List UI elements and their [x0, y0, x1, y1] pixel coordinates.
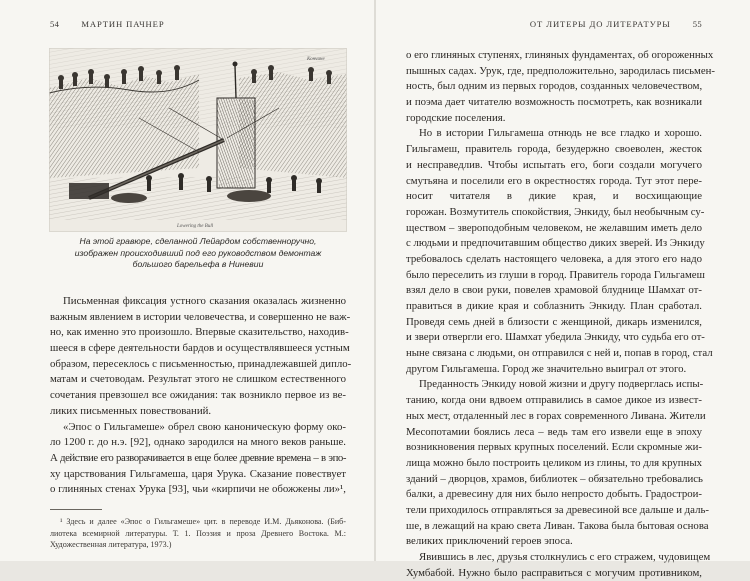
text-line: ность, был одним из первых городов, созданных человечеством,	[406, 80, 703, 93]
text-line: ше, в лежащий на краю света Ливан. Такова была бытовая основа	[406, 519, 709, 532]
engraving-illustration	[49, 48, 347, 232]
text-line: другом Гильгамеша. Город же значительно выиграл от этого.	[406, 362, 687, 375]
text-line: Но в истории Гильгамеша отнюдь не все гладко и хорошо.	[419, 127, 702, 140]
text-line: Гильгамеш, правитель города, безудержно своеволен, жесток	[406, 143, 702, 156]
text-line: А действие его разворачивается в еще более древние времена – в эпо-	[50, 451, 346, 464]
left-page-number: 54	[50, 19, 60, 29]
text-line: городские поселения.	[406, 111, 506, 124]
text-line: ликих письменных повествований.	[50, 404, 212, 417]
text-line: правиться в дикие края и соблазнить Энкиду. План сработал.	[406, 300, 702, 312]
text-line: ху царствования Гильгамеша, царя Урука. Сказание повествует	[50, 467, 346, 480]
left-running-head	[50, 19, 165, 29]
text-line: и несправедлив. Чтобы испытать его, боги создали могучего	[406, 158, 702, 171]
right-body-text	[406, 48, 716, 581]
text-line: смутьяна и поселили его в окрестностях города. Тут этот пере-	[406, 174, 702, 187]
text-line: шееся в сфере деятельности бардов и осуществлявшееся устным	[50, 342, 350, 355]
text-line: взял дело в свои руки, повелев храмовой блуднице Шамхат от-	[406, 284, 702, 297]
text-line: и звери отвергли его. Шамхат убедила Энкиду, что судьба его от-	[406, 331, 705, 344]
text-line: матам и счетоводам. Результат этого не слишком естественного	[50, 373, 346, 386]
text-line: Преданность Энкиду новой жизни и другу подверглась испы-	[419, 378, 704, 391]
left-page	[0, 0, 374, 561]
text-line: ныне связана с людьми, он отправился с ней и, попав в город, стал	[406, 347, 713, 360]
text-line: Проведя семь дней в близости с женщиной, дикарь изменился,	[406, 315, 702, 328]
text-line: и поэма дает читателю возможность посмотреть, как возникали	[406, 96, 702, 109]
text-line: но, как именно это произошло. Впервые сказительство, находив-	[50, 326, 349, 339]
figure-bottom-label: Lowering the Bull	[177, 224, 214, 229]
footnote-rule	[50, 509, 102, 510]
footnote-line: лиотека всемирной литературы. Т. 1. Поэзия и проза Древнего Востока. М.:	[50, 528, 346, 538]
caption-line: изображен происходивший под его руководством демонтаж	[74, 247, 322, 258]
text-line: великих приключений героев эпоса.	[406, 535, 573, 548]
text-line: носит читателя в дикие края, и восхищающие	[406, 190, 702, 203]
right-page	[376, 0, 750, 579]
text-line: пышных садах. Урук, где, предположительно, зародилась письмен-	[406, 64, 716, 77]
text-line: ных мест, отдаленный лес в горах современного Ливана. Жители	[406, 409, 706, 422]
text-line: тели приходилось отправляться за древесиной все дальше и даль-	[406, 503, 709, 516]
text-line: сочетания превзошел все ожидания: так возникло первое из ве-	[50, 389, 346, 402]
text-line: Хумбабой. Нужно было расправиться с могучим противником,	[406, 566, 702, 579]
text-line: о глиняных стенах Урука [93], чьи «кирпичи не обожжены ли»¹,	[50, 483, 346, 496]
footnote-line: Художественная литература, 1973.)	[50, 540, 172, 550]
text-line: Письменная фиксация устного сказания оказалась жизненно	[63, 295, 346, 307]
figure-caption	[50, 236, 346, 271]
text-line: возникновения первых крупных поселений. Если скромные жи-	[406, 441, 702, 454]
text-line: требовалось сделать настоящего человека, а для этого его надо	[406, 252, 702, 265]
right-running-title: ОТ ЛИТЕРЫ ДО ЛИТЕРАТУРЫ	[529, 19, 671, 29]
caption-line: большого барельефа в Ниневии	[132, 259, 264, 269]
text-line: зданий – дворцов, храмов, библиотек – обязательно требовались	[406, 472, 703, 485]
text-line: было переселить из глуши в город. Правитель города Гильгамеш	[406, 268, 705, 281]
footnote	[50, 516, 346, 551]
right-running-head	[530, 19, 702, 29]
text-line: образом, пересеклось с письменностью, принадлежавшей дипло-	[50, 357, 352, 370]
text-line: ло 1200 г. до н.э. [92], однако зародился на много веков раньше.	[50, 436, 346, 449]
text-line: с людьми и предпочитавшим общество диких зверей. Из Энкиду	[406, 237, 705, 250]
text-line: горожан. Возмутитель спокойствия, Энкиду, был необычным су-	[406, 205, 705, 218]
text-line: «Эпос о Гильгамеше» обрел свою каноническую форму око-	[63, 420, 346, 433]
figure-corner-label: Кончине	[307, 57, 325, 62]
text-line: Явившись в лес, друзья столкнулись с его стражем, чудовищем	[419, 551, 711, 563]
text-line: ществом – звероподобным человеком, не желавшим иметь дело	[406, 221, 702, 234]
right-page-number: 55	[692, 19, 702, 29]
text-line: о его глиняных ступенях, глиняных фундаментах, об огороженных	[406, 49, 714, 61]
left-running-title: МАРТИН ПАЧНЕР	[81, 19, 165, 29]
caption-line: На этой гравюре, сделанной Лейардом собственноручно,	[79, 236, 317, 246]
footnote-line: ¹ Здесь и далее «Эпос о Гильгамеше» цит. в переводе И.М. Дьяконова. (Биб-	[60, 517, 346, 526]
text-line: лища можно было построить целиком из глины, то для крупных	[406, 456, 702, 469]
text-line: важным явлением в истории человечества, и совершенно не важ-	[50, 310, 351, 323]
left-body-text	[50, 294, 352, 498]
text-line: танию, когда они вдвоем отправились в самое дикое из извест-	[406, 394, 702, 407]
text-line: балки, а древесину для них было непросто добыть. Градострои-	[406, 488, 702, 501]
text-line: Месопотамии боялись леса – ведь там его извели еще в эпоху	[406, 425, 702, 438]
